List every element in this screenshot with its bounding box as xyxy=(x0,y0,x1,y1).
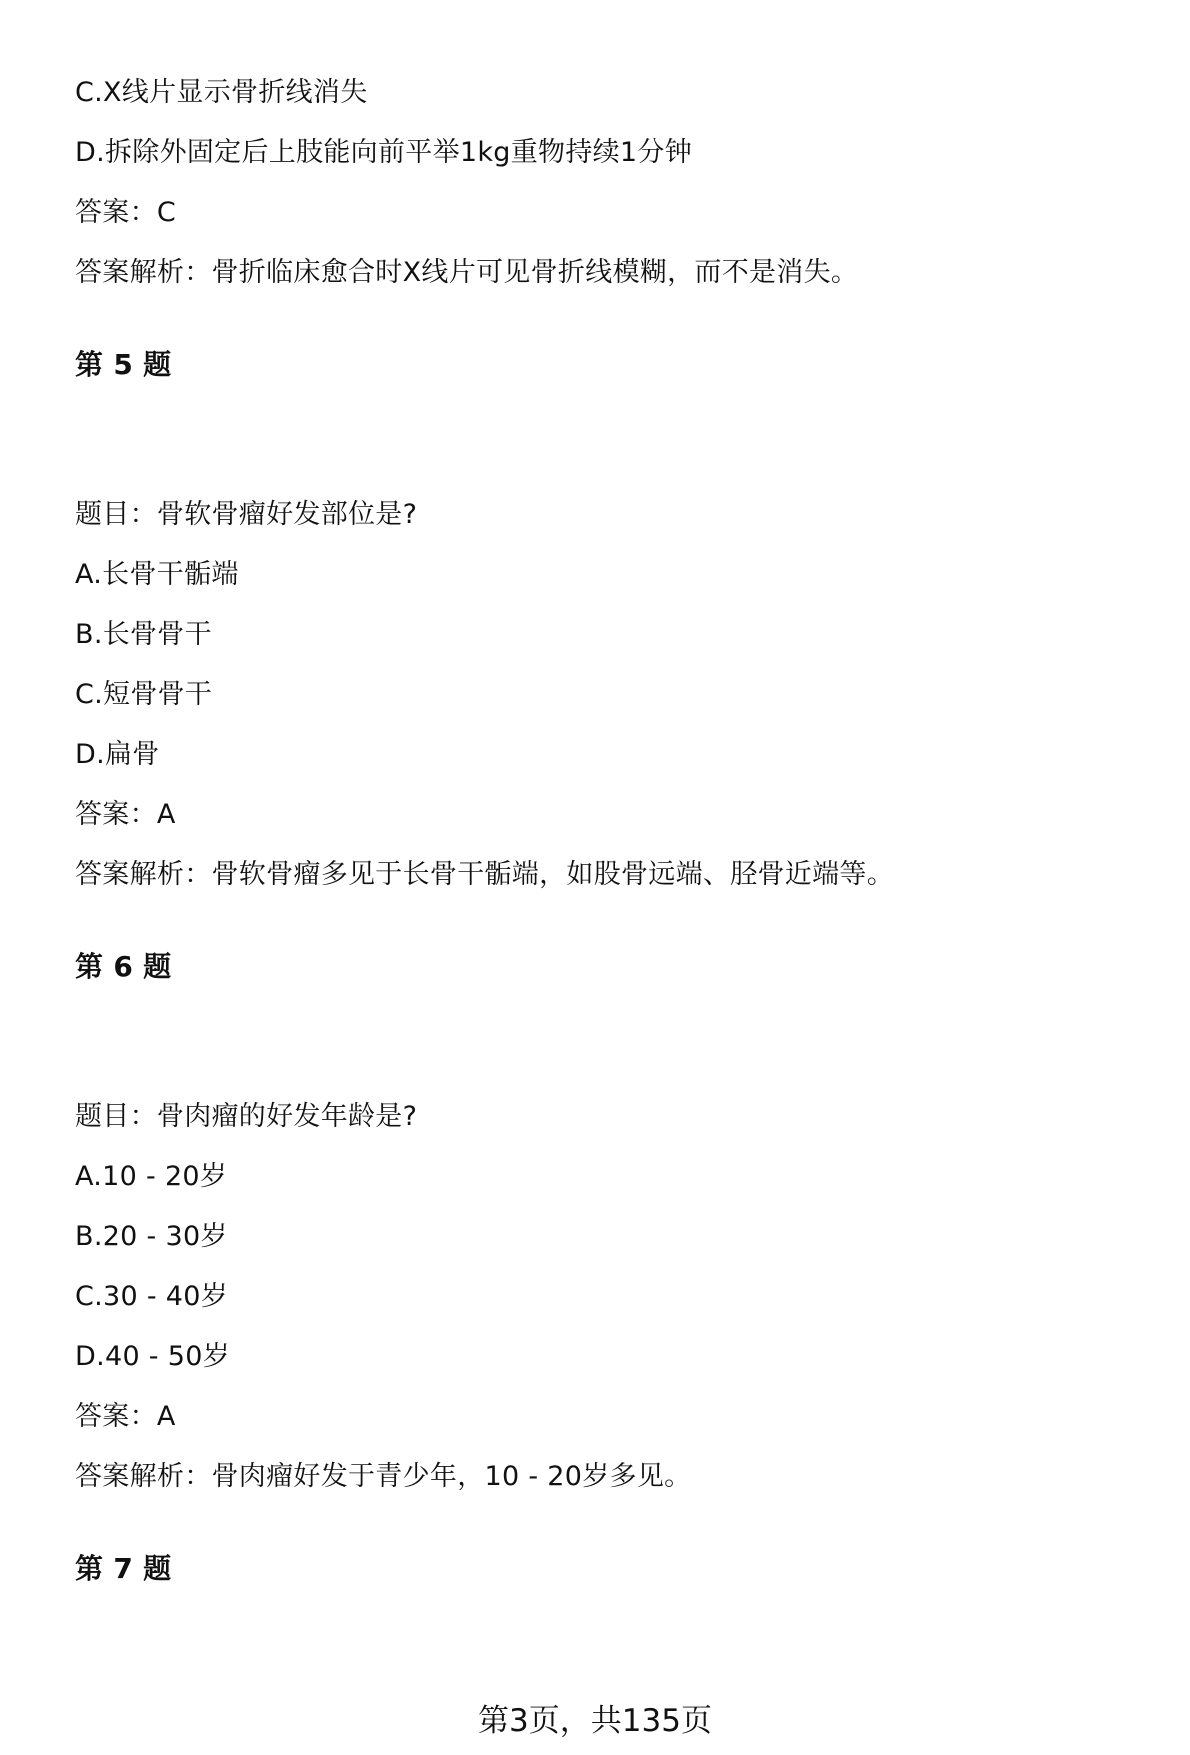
q5-heading: 第 5 题 xyxy=(75,348,172,381)
q6-explanation: 答案解析：骨肉瘤好发于青少年，10 - 20岁多见。 xyxy=(75,1461,692,1492)
q6-option-b: B.20 - 30岁 xyxy=(75,1221,228,1252)
q4-option-c: C.X线片显示骨折线消失 xyxy=(75,77,368,108)
q5-option-d: D.扁骨 xyxy=(75,739,160,770)
q4-explanation: 答案解析：骨折临床愈合时X线片可见骨折线模糊，而不是消失。 xyxy=(75,257,859,288)
q5-answer: 答案：A xyxy=(75,799,176,830)
q4-option-d: D.拆除外固定后上肢能向前平举1kg重物持续1分钟 xyxy=(75,137,693,168)
q5-option-a: A.长骨干骺端 xyxy=(75,559,239,590)
page-indicator: 第3页，共135页 xyxy=(478,1703,712,1739)
q5-question: 题目：骨软骨瘤好发部位是? xyxy=(75,499,418,530)
q6-option-c: C.30 - 40岁 xyxy=(75,1281,229,1312)
q6-question: 题目：骨肉瘤的好发年龄是? xyxy=(75,1101,418,1132)
q5-option-c: C.短骨骨干 xyxy=(75,679,213,710)
q5-option-b: B.长骨骨干 xyxy=(75,619,212,650)
q6-option-d: D.40 - 50岁 xyxy=(75,1341,230,1372)
q7-heading: 第 7 题 xyxy=(75,1552,172,1585)
q5-explanation: 答案解析：骨软骨瘤多见于长骨干骺端，如股骨远端、胫骨近端等。 xyxy=(75,859,894,890)
q4-answer: 答案：C xyxy=(75,197,177,228)
q6-heading: 第 6 题 xyxy=(75,950,172,983)
q6-option-a: A.10 - 20岁 xyxy=(75,1161,228,1192)
q6-answer: 答案：A xyxy=(75,1401,176,1432)
